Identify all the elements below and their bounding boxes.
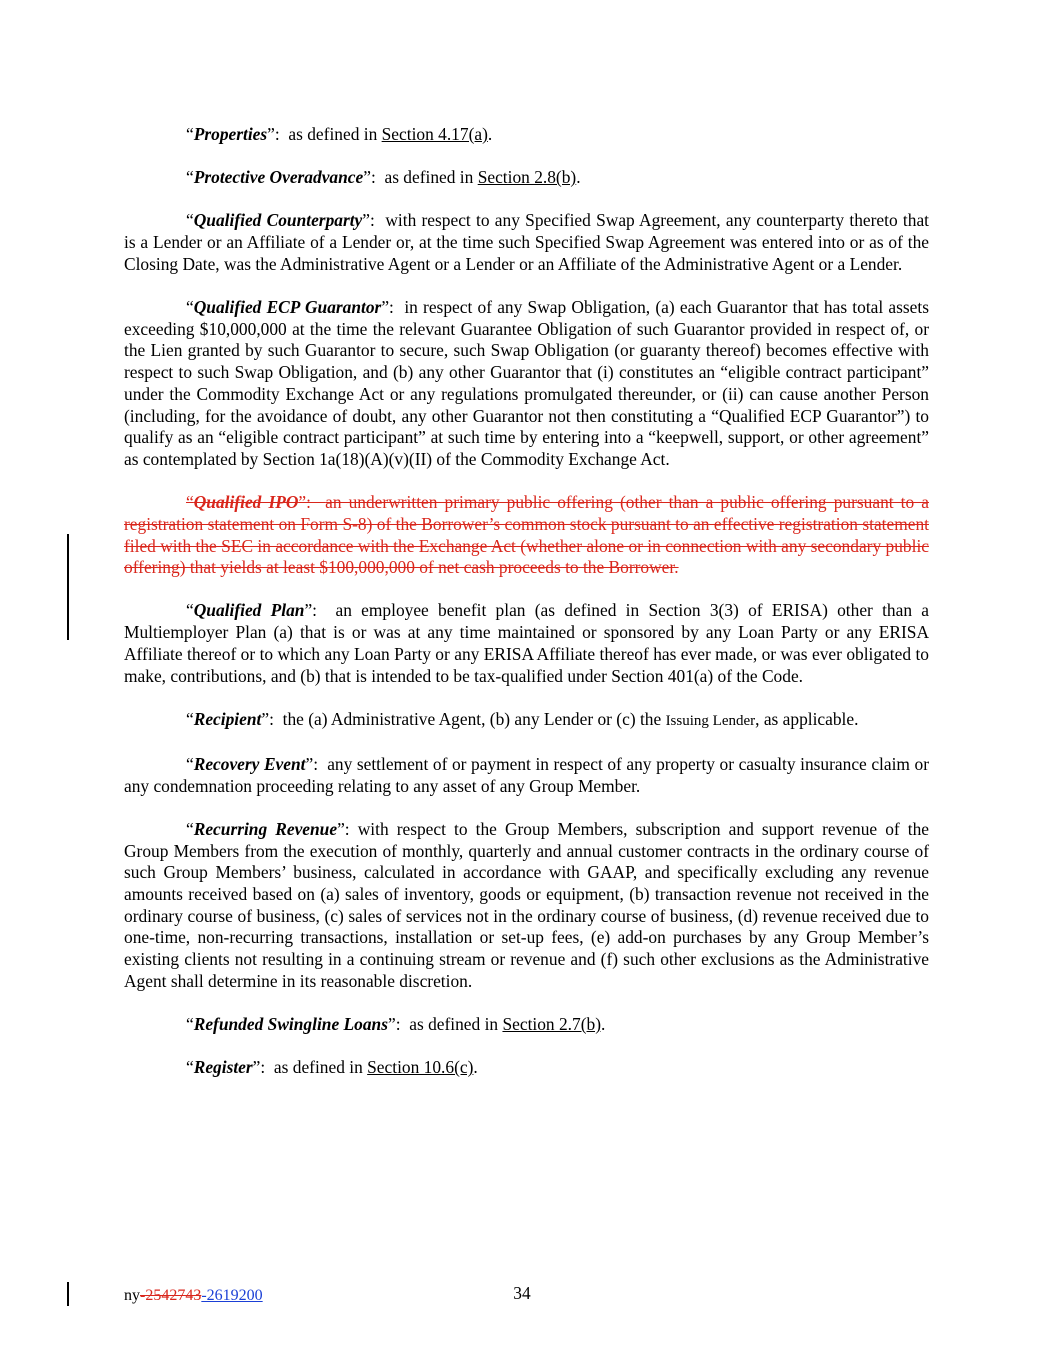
definitions-section xyxy=(124,124,929,1100)
defined-term: Register xyxy=(193,1057,253,1078)
defined-term: Protective Overadvance xyxy=(193,167,364,188)
defined-term: Recurring Revenue xyxy=(193,818,338,839)
defined-term: Recovery Event xyxy=(193,753,306,774)
old-doc-number: -2542743 xyxy=(140,1287,202,1304)
defined-term: Properties xyxy=(193,124,268,144)
definition-refunded-swingline-loans: “Refunded Swingline Loans”: as defined in Section 2.7(b). xyxy=(186,1014,606,1034)
change-bar-deletion xyxy=(67,534,69,640)
definition-text: an employee benefit plan (as defined in Section 3(3) of ERISA) other than a Multiemployer Plan (a) that is or was at any time maintained or sponsored by any Loan Party or any ERISA Affiliate thereof or to which any Loan Party or any ERISA Affiliate thereof has ever made, or was ever obligated to make, contributions, and (b) that is intended to be tax-qualified under Section 401(a) of the Code. xyxy=(124,600,930,686)
issuing-lender-text: Issuing Lender xyxy=(665,712,756,729)
section-reference[interactable]: Section 2.7(b) xyxy=(502,1014,601,1034)
definition-qualified-ipo-deleted: “Qualified IPO”: an underwritten primary public offering (other than a public offering pursuant to a registration statement on Form S-8) of the Borrower’s common stock pursuant to an effective registration statement filed with the SEC in accordance with the Exchange Act (whether alone or in connection with any secondary public offering) that yields at least $100,000,000 of net cash proceeds to the Borrower. xyxy=(124,492,929,578)
definition-recovery-event: “Recovery Event”: any settlement of or payment in respect of any property or casualty insurance claim or any condemnation proceeding relating to any asset of any Group Member. xyxy=(124,753,930,796)
page-number: 34 xyxy=(513,1283,531,1303)
definition-text: as defined in xyxy=(273,1057,363,1078)
definition-text: with respect to the Group Members, subscription and support revenue of the Group Members from the execution of monthly, quarterly and annual customer contracts in the ordinary course of such Group Members’ business, calculated in accordance with GAAP, and specifically excluding any revenue amounts received based on (a) sales of inventory, goods or equipment, (b) transaction revenue not received in the ordinary course of business, (c) sales of services not in the ordinary course of business, (d) revenue received due to one-time, non-recurring transactions, installation or set-up fees, (e) add-on purchases by any Group Member’s existing clients not resulting in a continuing stream or revenue and (f) such other exclusions as the Administrative Agent shall determine in its reasonable discretion. xyxy=(124,818,930,991)
definition-register: “Register”: as defined in Section 10.6(c). xyxy=(186,1057,478,1078)
defined-term: Qualified ECP Guarantor xyxy=(193,297,382,318)
definition-recipient: “Recipient”: the (a) Administrative Agent, (b) any Lender or (c) the Issuing Lender, as applicable. xyxy=(186,708,859,729)
defined-term: Qualified Counterparty xyxy=(193,210,363,231)
section-reference[interactable]: Section 4.17(a) xyxy=(381,124,488,144)
defined-term: Qualified IPO xyxy=(193,492,299,513)
doc-prefix: ny xyxy=(124,1287,140,1304)
definition-text: in respect of any Swap Obligation, (a) each Guarantor that has total assets exceeding $10,000,000 at the time the relevant Guarantee Obligation of such Guarantor provided in respect of, or the Lien granted by such Guarantor to secure, such Swap Obligation (or guaranty thereof) becomes effective with respect to such Swap Obligation, and (b) any other Guarantor that (i) constitutes an “eligible contract participant” under the Commodity Exchange Act or any regulations promulgated thereunder, or (ii) can cause another Person (including, for the avoidance of doubt, any other Guarantor not then constituting a “Qualified ECP Guarantor”) to qualify as an “eligible contract participant” at such time by entering into a “keepwell, support, or other agreement” as contemplated by Section 1a(18)(A)(v)(II) of the Commodity Exchange Act. xyxy=(124,297,930,469)
defined-term: Refunded Swingline Loans xyxy=(193,1014,388,1034)
new-doc-number: -2619200 xyxy=(201,1287,263,1304)
defined-term: Recipient xyxy=(193,708,262,729)
definition-text: as defined in xyxy=(384,167,474,188)
definition-text: the (a) Administrative Agent, (b) any Lender or (c) the xyxy=(282,708,662,729)
section-reference[interactable]: Section 2.8(b) xyxy=(477,167,577,188)
definition-text: with respect to any Specified Swap Agreement, any counterparty thereto that is a Lender or an Affiliate of a Lender or, at the time such Specified Swap Agreement was entered into or as of the Closing Date, was the Administrative Agent or a Lender or an Affiliate of the Administrative Agent or a Lender. xyxy=(124,210,929,274)
definition-text: any settlement of or payment in respect of any property or casualty insurance claim or any condemnation proceeding relating to any asset of any Group Member. xyxy=(124,753,930,796)
definition-qualified-counterparty: “Qualified Counterparty”: with respect to any Specified Swap Agreement, any counterparty thereto that is a Lender or an Affiliate of a Lender or, at the time such Specified Swap Agreement was entered into or as of the Closing Date, was the Administrative Agent or a Lender or an Affiliate of the Administrative Agent or a Lender. xyxy=(124,210,929,274)
change-bar-footer xyxy=(67,1282,69,1306)
document-id xyxy=(124,1286,263,1306)
definition-recurring-revenue: “Recurring Revenue”: with respect to the Group Members, subscription and support revenue of the Group Members from the execution of monthly, quarterly and annual customer contracts in the ordinary course of such Group Members’ business, calculated in accordance with GAAP, and specifically excluding any revenue amounts received based on (a) sales of inventory, goods or equipment, (b) transaction revenue not received in the ordinary course of business, (c) sales of services not in the ordinary course of business, (d) revenue received due to one-time, non-recurring transactions, installation or set-up fees, (e) add-on purchases by any Group Member’s existing clients not resulting in a continuing stream or revenue and (f) such other exclusions as the Administrative Agent shall determine in its reasonable discretion. xyxy=(124,818,930,991)
definition-text: an underwritten primary public offering (other than a public offering pursuant to a registration statement on Form S-8) of the Borrower’s common stock pursuant to an effective registration statement filed with the SEC in accordance with the Exchange Act (whether alone or in connection with any secondary public offering) that yields at least $100,000,000 of net cash proceeds to the Borrower. xyxy=(124,492,929,578)
definition-protective-overadvance: “Protective Overadvance”: as defined in Section 2.8(b). xyxy=(186,167,581,188)
section-reference[interactable]: Section 10.6(c) xyxy=(367,1057,474,1078)
definition-qualified-plan: “Qualified Plan”: an employee benefit plan (as defined in Section 3(3) of ERISA) other than a Multiemployer Plan (a) that is or was at any time maintained or sponsored by any Loan Party or any ERISA Affiliate thereof or to which any Loan Party or any ERISA Affiliate thereof has ever made, or was ever obligated to make, contributions, and (b) that is intended to be tax-qualified under Section 401(a) of the Code. xyxy=(124,600,930,686)
definition-properties: “Properties”: as defined in Section 4.17(a). xyxy=(186,124,493,144)
definition-text-end: , as applicable. xyxy=(755,708,859,729)
definition-text: as defined in xyxy=(288,124,378,144)
defined-term: Qualified Plan xyxy=(193,600,305,621)
definition-text: as defined in xyxy=(409,1014,499,1034)
definition-qualified-ecp-guarantor: “Qualified ECP Guarantor”: in respect of any Swap Obligation, (a) each Guarantor that has total assets exceeding $10,000,000 at the time the relevant Guarantee Obligation of such Guarantor provided in respect of, or the Lien granted by such Guarantor to secure, such Swap Obligation (or guaranty thereof) becomes effective with respect to such Swap Obligation, and (b) any other Guarantor that (i) constitutes an “eligible contract participant” under the Commodity Exchange Act or any regulations promulgated thereunder, or (ii) can cause another Person (including, for the avoidance of doubt, any other Guarantor not then constituting a “Qualified ECP Guarantor”) to qualify as an “eligible contract participant” at such time by entering into a “keepwell, support, or other agreement” as contemplated by Section 1a(18)(A)(v)(II) of the Commodity Exchange Act. xyxy=(124,297,930,469)
